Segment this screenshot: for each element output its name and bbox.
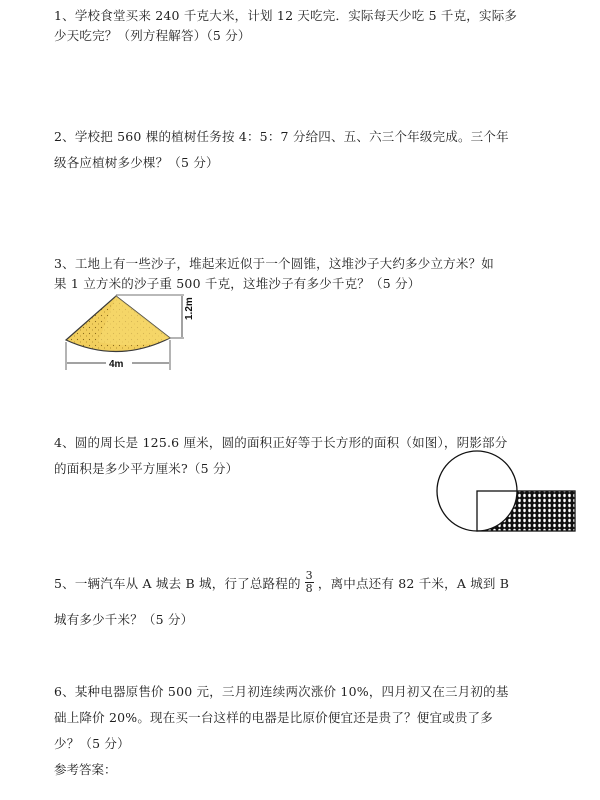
question-3-line-2: 果 1 立方米的沙子重 500 千克，这堆沙子有多少千克？（5 分） [54,276,421,291]
fraction-denominator: 8 [305,582,313,595]
question-6-line-2: 础上降价 20%。现在买一台这样的电器是比原价便宜还是贵了？便宜或贵了多 [54,710,493,725]
cone-sand-pile-figure [58,290,198,380]
question-5-line-1 [54,566,534,602]
question-5 [54,566,534,638]
circle-rectangle-shaded-figure [432,448,600,548]
question-2 [54,124,534,176]
fraction-three-eighths [305,570,314,595]
question-1-line-2: 少天吃完？（列方程解答）（5 分） [54,28,251,43]
question-2-line-1: 2、学校把 560 棵的植树任务按 4：5：7 分给四、五、六三个年级完成。三个年 [54,129,509,144]
question-4-line-2: 的面积是多少平方厘米?（5 分） [54,461,239,476]
question-6-line-3: 少？（5 分） [54,736,130,751]
question-5-text-after: ，离中点还有 82 千米，A 城到 B [317,576,510,591]
question-6-line-1: 6、某种电器原售价 500 元，三月初连续两次涨价 10%，四月初又在三月初的基 [54,684,509,699]
fraction-numerator: 3 [305,569,313,582]
question-2-line-2: 级各应植树多少棵？（5 分） [54,155,219,170]
question-3-line-1: 3、工地上有一些沙子，堆起来近似于一个圆锥，这堆沙子大约多少立方米？如 [54,256,494,271]
answer-section-label: 参考答案： [54,762,117,777]
question-4-line-1: 4、圆的周长是 125.6 厘米，圆的面积正好等于长方形的面积（如图），阴影部分 [54,435,508,450]
question-1 [54,6,534,46]
question-3 [54,254,534,294]
question-5-line-2: 城有多少千米？（5 分） [54,612,194,627]
question-5-text-before: 5、一辆汽车从 A 城去 B 城，行了总路程的 [54,576,301,591]
cone-height-label: 1.2m [184,297,195,320]
question-6 [54,679,534,757]
cone-diameter-label: 4m [109,359,124,370]
question-1-line-1: 1、学校食堂买来 240 千克大米，计划 12 天吃完．实际每天少吃 5 千克，实际多 [54,8,518,23]
